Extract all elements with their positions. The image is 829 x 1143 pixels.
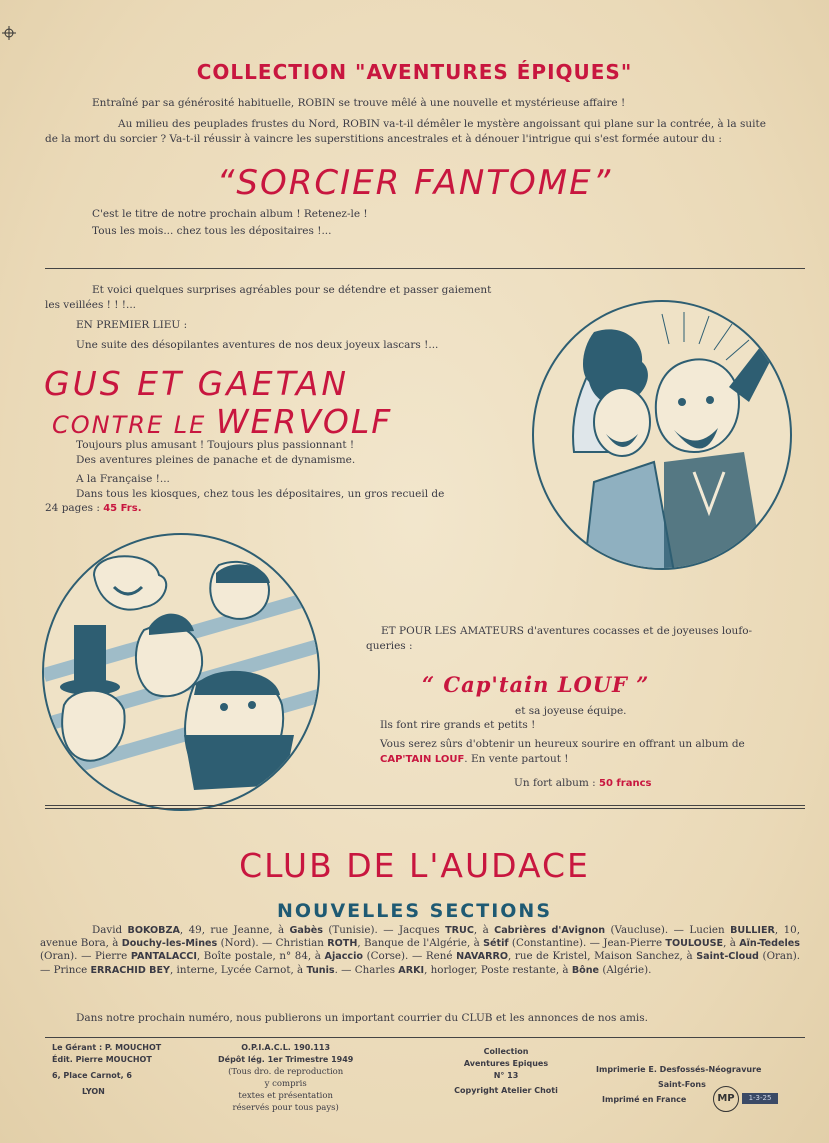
wervolf-text: WERVOLF bbox=[215, 402, 393, 441]
footer-city: LYON bbox=[82, 1087, 105, 1096]
member-name: NAVARRO bbox=[456, 951, 508, 963]
captain-p3 bbox=[380, 752, 569, 767]
captain-crew: et sa joyeuse équipe. bbox=[515, 705, 627, 717]
gus-gaetan-illustration bbox=[532, 300, 792, 570]
gus-first: EN PREMIER LIEU : bbox=[76, 319, 188, 331]
member-city: Saint-Cloud bbox=[696, 951, 759, 963]
registration-mark-icon bbox=[2, 26, 16, 40]
gus-p2: Des aventures pleines de panache et de dynamisme. bbox=[76, 454, 356, 466]
member-name: PANTALACCI bbox=[130, 951, 197, 963]
footer-opiacl: O.P.I.A.C.L. 190.113 bbox=[241, 1043, 331, 1052]
footer-coll-1: Collection bbox=[483, 1047, 529, 1056]
member-name: TRUC bbox=[445, 925, 474, 936]
captain-intro-2: queries : bbox=[366, 640, 413, 652]
section-double-divider bbox=[45, 805, 805, 809]
captain-louf-illustration bbox=[42, 533, 320, 811]
member-city: Aïn-Tedeles bbox=[739, 938, 800, 950]
gus-p4: Dans tous les kiosques, chez tous les dépositaires, un gros recueil de bbox=[76, 488, 445, 500]
footer-depot: Dépôt lég. 1er Trimestre 1949 bbox=[218, 1055, 354, 1064]
member-name: BULLIER bbox=[730, 925, 775, 936]
member-city: Cabrières d'Avignon bbox=[494, 925, 606, 936]
collection-note-2: Tous les mois... chez tous les dépositaires !... bbox=[92, 225, 332, 237]
contre-le-text: CONTRE LE bbox=[52, 411, 216, 439]
footer-copyright: Copyright Atelier Choti bbox=[454, 1086, 558, 1095]
footer-coll-2: Aventures Epiques bbox=[463, 1059, 549, 1068]
member-name: ARKI bbox=[398, 964, 425, 976]
member-city: Gabès bbox=[289, 925, 323, 936]
captain-p1: Ils font rire grands et petits ! bbox=[380, 719, 536, 731]
footer-coll-3: N° 13 bbox=[493, 1071, 519, 1080]
gus-intro-2: les veillées ! ! !... bbox=[45, 299, 137, 311]
member-name: TOULOUSE bbox=[665, 938, 724, 950]
gus-intro-1: Et voici quelques surprises agréables pour se détendre et passer gaiement bbox=[92, 284, 492, 296]
member-name: ROTH bbox=[327, 938, 358, 950]
member-name: ERRACHID BEY bbox=[90, 964, 170, 976]
captain-price: 50 francs bbox=[599, 778, 652, 789]
club-closing: Dans notre prochain numéro, nous publierons un important courrier du CLUB et les annonces de nos amis. bbox=[76, 1012, 648, 1024]
member-city: Sétif bbox=[483, 938, 509, 950]
captain-p2: Vous serez sûrs d'obtenir un heureux sourire en offrant un album de bbox=[380, 738, 745, 750]
captain-louf-title: “ Cap'tain LOUF ” bbox=[422, 672, 650, 697]
collection-intro-2b: de la mort du sorcier ? Va-t-il réussir à vaincre les superstitions ancestrales et à dénouer l'intrigue qui s'est formée autour du : bbox=[45, 133, 722, 145]
member-city: Ajaccio bbox=[324, 951, 363, 963]
contre-le-wervolf-title bbox=[52, 402, 392, 441]
footer-rights-4: réservés pour tous pays) bbox=[232, 1103, 339, 1113]
footer-edit: Édit. Pierre MOUCHOT bbox=[52, 1055, 152, 1064]
gus-gaetan-drawing bbox=[534, 302, 792, 570]
gus-p1: Toujours plus amusant ! Toujours plus passionnant ! bbox=[76, 439, 355, 451]
sorcier-fantome-title: “SORCIER FANTOME” bbox=[216, 163, 613, 203]
captain-louf-name: CAP'TAIN LOUF bbox=[380, 754, 465, 765]
member-city: Douchy-les-Mines bbox=[121, 938, 218, 950]
gus-price: 45 Frs. bbox=[103, 503, 142, 514]
captain-louf-drawing bbox=[44, 535, 320, 811]
gus-p3: A la Française !... bbox=[76, 473, 170, 485]
footer-imp-1: Imprimerie E. Desfossés-Néogravure bbox=[596, 1065, 762, 1074]
member-city: Tunis bbox=[306, 964, 335, 976]
member-city: Bône bbox=[571, 964, 600, 976]
gus-suite: Une suite des désopilantes aventures de nos deux joyeux lascars !... bbox=[76, 339, 439, 351]
club-title: CLUB DE L'AUDACE bbox=[239, 846, 590, 885]
club-subtitle: NOUVELLES SECTIONS bbox=[276, 900, 553, 922]
collection-intro-2a: Au milieu des peuplades frustes du Nord, ROBIN va-t-il démêler le mystère angoissant qui plane sur la contrée, à la suite bbox=[118, 118, 766, 130]
footer-legal-block bbox=[218, 1042, 353, 1114]
club-members-text: David BOKOBZA, 49, rue Jeanne, à Gabès (Tunisie). — Jacques TRUC, à Cabrières d'Avignon (Vaucluse). — Lucien BULLIER, 10, avenue Bora, à Douchy-les-Mines (Nord). — Christian ROTH, Banque de l'Algérie, à Sétif (Constantine). — Jean-Pierre TOULOUSE, à Aïn-Tedeles (Oran). — Pierre PANTALACCI, Boîte postale, n° 84, à Ajaccio (Corse). — René NAVARRO, rue de Kristel, Maison Sanchez, à Saint-Cloud (Oran). — Prince ERRACHID BEY, interne, Lycée Carnot, à Tunis. — Charles ARKI, horloger, Poste restante, à Bône (Algérie). bbox=[40, 924, 800, 976]
footer-imp-3: Imprimé en France bbox=[602, 1095, 687, 1104]
mp-printer-logo: MP bbox=[713, 1086, 739, 1112]
collection-heading: COLLECTION "AVENTURES ÉPIQUES" bbox=[196, 60, 633, 84]
section-divider bbox=[45, 268, 805, 269]
footer-rights-2: y compris bbox=[264, 1079, 307, 1089]
footer-rights-1: (Tous dro. de reproduction bbox=[228, 1067, 344, 1077]
footer-gerant: Le Gérant : P. MOUCHOT bbox=[52, 1043, 162, 1052]
captain-en-vente: . En vente partout ! bbox=[464, 753, 569, 765]
gus-p5 bbox=[45, 501, 142, 516]
print-tag: 1-3-25 bbox=[742, 1093, 778, 1104]
gus-et-gaetan-title: GUS ET GAETAN bbox=[44, 364, 350, 403]
captain-price-line bbox=[514, 776, 651, 791]
footer-collection-block bbox=[444, 1046, 568, 1097]
gus-pages-text: 24 pages : bbox=[45, 502, 104, 514]
footer-gerant-block bbox=[52, 1042, 161, 1098]
captain-intro-1: ET POUR LES AMATEURS d'aventures cocasses et de joyeuses loufo- bbox=[381, 625, 753, 637]
captain-price-label: Un fort album : bbox=[514, 777, 600, 789]
footer-divider bbox=[45, 1037, 805, 1038]
collection-intro-1: Entraîné par sa générosité habituelle, ROBIN se trouve mêlé à une nouvelle et mystérieuse affaire ! bbox=[92, 97, 626, 109]
footer-rights-3: textes et présentation bbox=[238, 1091, 333, 1101]
collection-note-1: C'est le titre de notre prochain album ! Retenez-le ! bbox=[92, 208, 368, 220]
footer-imp-2: Saint-Fons bbox=[658, 1080, 706, 1089]
member-name: BOKOBZA bbox=[127, 925, 180, 936]
footer-address: 6, Place Carnot, 6 bbox=[52, 1071, 132, 1080]
